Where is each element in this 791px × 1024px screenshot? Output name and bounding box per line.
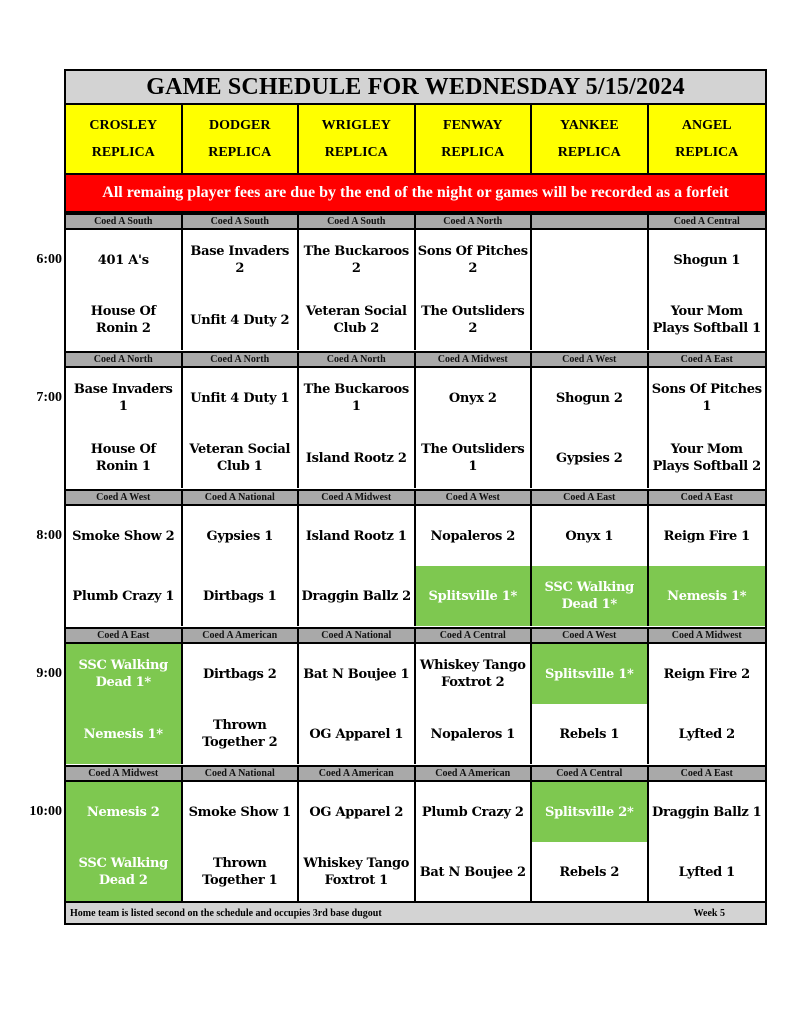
- page-title: GAME SCHEDULE FOR WEDNESDAY 5/15/2024: [66, 71, 765, 105]
- away-team-cell: 401 A's: [66, 230, 183, 290]
- away-team-cell: Nopaleros 2: [416, 506, 533, 566]
- home-team-cell: Veteran Social Club 2: [299, 290, 416, 350]
- schedule-sheet: [64, 69, 767, 925]
- away-team-cell: Base Invaders 2: [183, 230, 300, 290]
- away-team-cell: Plumb Crazy 2: [416, 782, 533, 842]
- away-team-cell: [532, 230, 649, 290]
- division-label: Coed A North: [299, 353, 416, 366]
- away-team-cell: The Buckaroos 2: [299, 230, 416, 290]
- division-label: Coed A East: [680, 492, 733, 503]
- field-name: DODGER: [209, 117, 271, 133]
- division-label: Coed A East: [532, 491, 649, 504]
- home-team-cell: Dirtbags 1: [183, 566, 300, 626]
- time-label: 10:00: [29, 804, 62, 819]
- division-label: Coed A North: [416, 215, 533, 228]
- matchup-grid: [66, 368, 765, 488]
- home-team-cell: Bat N Boujee 2: [416, 842, 533, 902]
- home-team-cell: SSC Walking Dead 1*: [532, 566, 649, 626]
- time-slot-block: [66, 627, 765, 765]
- away-team-cell: Smoke Show 1: [183, 782, 300, 842]
- division-label: Coed A Midwest: [416, 353, 533, 366]
- division-label: Coed A American: [183, 629, 300, 642]
- division-row: [66, 489, 765, 506]
- away-team-cell: Onyx 2: [416, 368, 533, 428]
- home-team-cell: Nemesis 1*: [649, 566, 766, 626]
- division-label: Coed A East: [680, 354, 733, 365]
- time-slot-block: [66, 213, 765, 351]
- division-label: Coed A Central: [416, 629, 533, 642]
- field-name: WRIGLEY: [321, 117, 391, 133]
- time-slot-block: [66, 489, 765, 627]
- division-label: Coed A Midwest: [66, 767, 183, 780]
- division-label: Coed A East: [66, 629, 183, 642]
- home-team-cell: [532, 290, 649, 350]
- field-name: FENWAY: [443, 117, 503, 133]
- time-label: 8:00: [36, 528, 62, 543]
- away-team-cell: Shogun 2: [532, 368, 649, 428]
- away-team-cell: Splitsville 2*: [532, 782, 649, 842]
- away-team-cell: Reign Fire 2: [649, 644, 766, 704]
- field-name: ANGEL: [681, 117, 732, 133]
- away-team-cell: Gypsies 1: [183, 506, 300, 566]
- field-type: REPLICA: [91, 144, 155, 160]
- home-team-cell: Splitsville 1*: [416, 566, 533, 626]
- away-team-cell: The Buckaroos 1: [299, 368, 416, 428]
- division-label: Coed A Central: [532, 767, 649, 780]
- field-crosley: [66, 105, 183, 173]
- fee-notice-banner: All remaing player fees are due by the end of the night or games will be recorded as a forfeit: [66, 175, 765, 213]
- matchup-grid: [66, 644, 765, 764]
- home-team-cell: Your Mom Plays Softball 1: [649, 290, 766, 350]
- field-angel: [649, 105, 766, 173]
- away-team-cell: Base Invaders 1: [66, 368, 183, 428]
- home-team-cell: Lyfted 2: [649, 704, 766, 764]
- division-label: Coed A West: [416, 491, 533, 504]
- home-team-cell: The Outsliders 2: [416, 290, 533, 350]
- home-team-cell: Thrown Together 1: [183, 842, 300, 902]
- field-type: REPLICA: [675, 144, 739, 160]
- away-team-cell: Dirtbags 2: [183, 644, 300, 704]
- division-label: Coed A West: [66, 491, 183, 504]
- field-dodger: [183, 105, 300, 173]
- home-team-cell: OG Apparel 1: [299, 704, 416, 764]
- home-team-cell: Plumb Crazy 1: [66, 566, 183, 626]
- away-team-cell: Reign Fire 1: [649, 506, 766, 566]
- away-team-cell: Onyx 1: [532, 506, 649, 566]
- home-team-note: Home team is listed second on the schedule and occupies 3rd base dugout: [70, 907, 382, 919]
- division-label: Coed A North: [66, 353, 183, 366]
- home-team-cell: Lyfted 1: [649, 842, 766, 902]
- division-label: Coed A West: [532, 629, 649, 642]
- away-team-cell: Nemesis 2: [66, 782, 183, 842]
- away-team-cell: Sons Of Pitches 2: [416, 230, 533, 290]
- away-team-cell: Draggin Ballz 1: [649, 782, 766, 842]
- home-team-cell: Your Mom Plays Softball 2: [649, 428, 766, 488]
- away-team-cell: SSC Walking Dead 1*: [66, 644, 183, 704]
- division-row: [66, 351, 765, 368]
- away-team-cell: Sons Of Pitches 1: [649, 368, 766, 428]
- division-row: [66, 213, 765, 230]
- field-type: REPLICA: [208, 144, 272, 160]
- schedule-footer: [66, 901, 765, 923]
- division-label: Coed A National: [183, 491, 300, 504]
- home-team-cell: Unfit 4 Duty 2: [183, 290, 300, 350]
- matchup-grid: [66, 230, 765, 350]
- home-team-cell: Whiskey Tango Foxtrot 1: [299, 842, 416, 902]
- division-label: Coed A National: [299, 629, 416, 642]
- division-row: [66, 765, 765, 782]
- field-name: CROSLEY: [89, 117, 158, 133]
- division-label: Coed A American: [299, 767, 416, 780]
- time-label: 7:00: [36, 390, 62, 405]
- division-label: Coed A East: [680, 768, 733, 779]
- home-team-cell: Nemesis 1*: [66, 704, 183, 764]
- division-label: Coed A Central: [673, 216, 740, 227]
- field-name: YANKEE: [559, 117, 619, 133]
- field-wrigley: [299, 105, 416, 173]
- division-row: [66, 627, 765, 644]
- field-type: REPLICA: [324, 144, 388, 160]
- away-team-cell: Island Rootz 1: [299, 506, 416, 566]
- away-team-cell: OG Apparel 2: [299, 782, 416, 842]
- division-label: Coed A National: [183, 767, 300, 780]
- division-label: [532, 215, 649, 228]
- home-team-cell: Nopaleros 1: [416, 704, 533, 764]
- division-label: Coed A Midwest: [671, 630, 742, 641]
- division-label: Coed A American: [416, 767, 533, 780]
- away-team-cell: Splitsville 1*: [532, 644, 649, 704]
- field-type: REPLICA: [557, 144, 621, 160]
- home-team-cell: Island Rootz 2: [299, 428, 416, 488]
- home-team-cell: Draggin Ballz 2: [299, 566, 416, 626]
- field-type: REPLICA: [441, 144, 505, 160]
- away-team-cell: Smoke Show 2: [66, 506, 183, 566]
- division-label: Coed A North: [183, 353, 300, 366]
- field-yankee: [532, 105, 649, 173]
- field-fenway: [416, 105, 533, 173]
- time-label: 9:00: [36, 666, 62, 681]
- home-team-cell: House Of Ronin 2: [66, 290, 183, 350]
- division-label: Coed A South: [183, 215, 300, 228]
- division-label: Coed A Midwest: [299, 491, 416, 504]
- home-team-cell: Rebels 2: [532, 842, 649, 902]
- time-label: 6:00: [36, 252, 62, 267]
- division-label: Coed A South: [299, 215, 416, 228]
- home-team-cell: SSC Walking Dead 2: [66, 842, 183, 902]
- matchup-grid: [66, 782, 765, 902]
- time-slot-block: [66, 765, 765, 903]
- home-team-cell: Veteran Social Club 1: [183, 428, 300, 488]
- week-label: Week 5: [693, 907, 725, 919]
- away-team-cell: Whiskey Tango Foxtrot 2: [416, 644, 533, 704]
- home-team-cell: House Of Ronin 1: [66, 428, 183, 488]
- home-team-cell: Thrown Together 2: [183, 704, 300, 764]
- away-team-cell: Unfit 4 Duty 1: [183, 368, 300, 428]
- home-team-cell: The Outsliders 1: [416, 428, 533, 488]
- away-team-cell: Bat N Boujee 1: [299, 644, 416, 704]
- away-team-cell: Shogun 1: [649, 230, 766, 290]
- field-header-row: [66, 105, 765, 175]
- division-label: Coed A West: [532, 353, 649, 366]
- division-label: Coed A South: [66, 215, 183, 228]
- time-slot-block: [66, 351, 765, 489]
- home-team-cell: Rebels 1: [532, 704, 649, 764]
- home-team-cell: Gypsies 2: [532, 428, 649, 488]
- matchup-grid: [66, 506, 765, 626]
